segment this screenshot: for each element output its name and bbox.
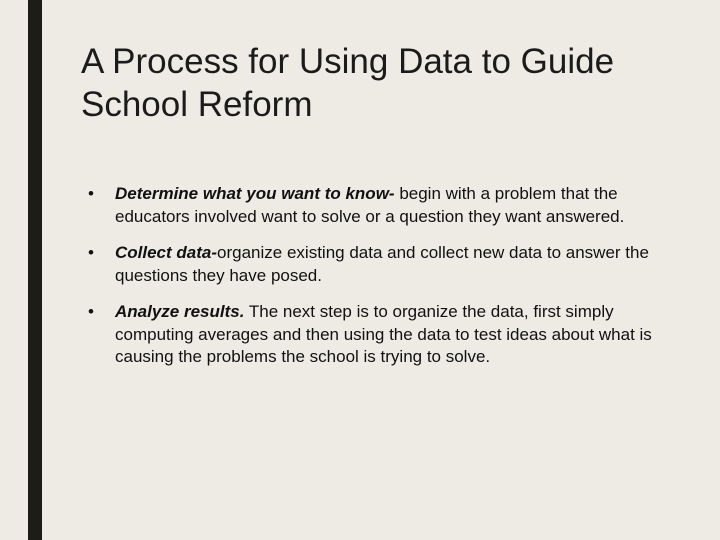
bullet-item-collect: [88, 242, 668, 287]
bullet-text: The next step is to organize the data, first simply computing averages and then using the data to test ideas about what is causing the problems the school is trying to solve.: [115, 302, 652, 366]
bullet-marker: •: [88, 184, 94, 203]
bullet-item-determine: [88, 183, 668, 228]
bullet-lead: Collect data-: [115, 243, 218, 262]
bullet-lead: Analyze results.: [115, 302, 245, 321]
left-accent-bar: [28, 0, 42, 540]
bullet-item-analyze: [88, 301, 668, 369]
bullet-list: [88, 183, 668, 383]
bullet-marker: •: [88, 302, 94, 321]
bullet-text: organize existing data and collect new data to answer the questions they have posed.: [115, 243, 649, 285]
bullet-marker: •: [88, 243, 94, 262]
bullet-lead: Determine what you want to know-: [115, 184, 395, 203]
bullet-text: begin with a problem that the educators involved want to solve or a question they want answered.: [115, 184, 625, 226]
slide-title: A Process for Using Data to Guide School Reform: [81, 42, 615, 124]
